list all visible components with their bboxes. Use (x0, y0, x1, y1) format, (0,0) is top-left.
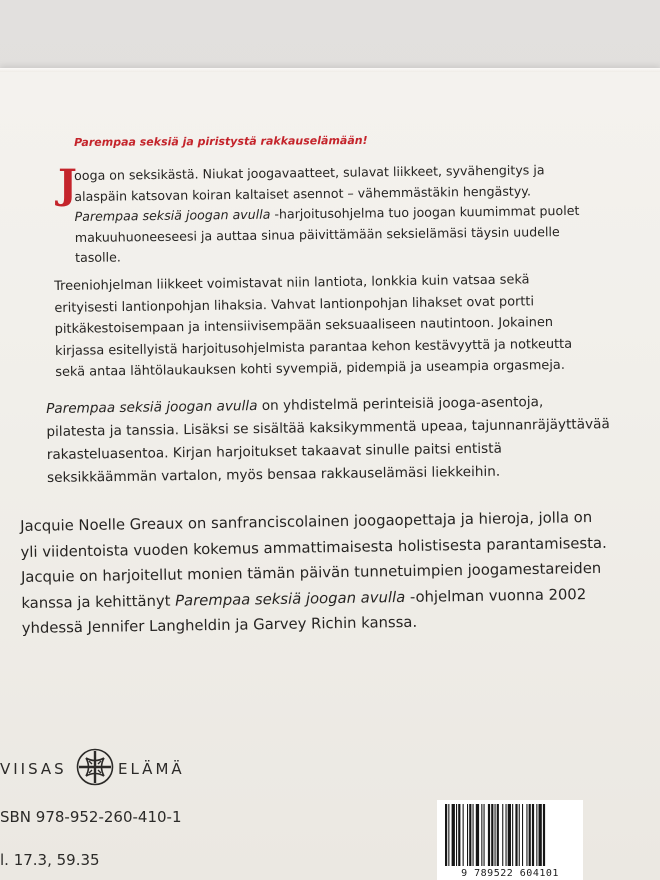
barcode-bar (539, 804, 542, 866)
barcode-bar (512, 804, 513, 866)
intro-line-4: makuuhuoneeseesi ja auttaa sinua päivittämään seksielämäsi täysin uudelle (74, 223, 560, 245)
publisher-name-right: ELÄMÄ (118, 760, 185, 778)
barcode-bar (476, 804, 479, 866)
barcode-bar (445, 804, 447, 866)
barcode-bar (473, 804, 474, 866)
barcode-bar (508, 804, 511, 866)
barcode-bar (506, 804, 507, 866)
barcode-bar (543, 804, 545, 866)
book-title-italic: Parempaa seksiä joogan avulla (74, 206, 271, 224)
training-paragraph (54, 269, 573, 384)
intro-line-5: tasolle. (75, 249, 121, 265)
barcode-bar (522, 804, 523, 866)
barcode-bar (495, 804, 496, 866)
barcode-bar (536, 804, 537, 866)
bio-line-5: yhdessä Jennifer Langheldin ja Garvey Richin kanssa. (21, 613, 418, 637)
book-title-italic: Parempaa seksiä joogan avulla (175, 588, 406, 610)
intro-paragraph (74, 160, 580, 269)
training-line-3: pitkäkestoisempaan ja intensiivisempään seksuaaliseen nautintoon. Jokainen (54, 315, 554, 337)
author-bio-paragraph (20, 505, 608, 642)
combination-line-3: rakasteluasentoa. Kirjan harjoitukset takaavat sinulle paitsi entistä (46, 440, 502, 463)
barcode-bar (467, 804, 468, 866)
barcode-label (437, 800, 583, 880)
intro-line-2: alaspäin katsovan koiran kaltaiset asennot – vähemmästäkin hengästyy. (74, 182, 532, 204)
barcode-bar (529, 804, 531, 866)
barcode-bar (484, 804, 485, 866)
barcode-bar (515, 804, 517, 866)
barcode-bar (481, 804, 482, 866)
library-classification: l. 17.3, 59.35 (0, 851, 100, 869)
bio-line-4: kanssa ja kehittänyt Parempaa seksiä joogan avulla -ohjelman vuonna 2002 (21, 585, 587, 612)
bio-line-1: Jacquie Noelle Greaux on sanfranciscolainen joogaopettaja ja hieroja, jolla on (20, 509, 593, 535)
drop-cap-letter: J (58, 161, 77, 208)
training-line-4: kirjassa esitellyistä harjoitusohjelmista parantaa kehon kestävyyttä ja notkeutta (54, 336, 573, 359)
intro-line-1: ooga on seksikästä. Niukat joogavaatteet, sulavat liikkeet, syvähengitys ja (74, 162, 545, 183)
barcode-bar (532, 804, 534, 866)
publisher-emblem-icon (76, 748, 114, 786)
tagline: Parempaa seksiä ja piristystä rakkauselämään! (74, 133, 368, 149)
barcode-bar (463, 804, 464, 866)
barcode-bars (445, 804, 575, 866)
barcode-bar (519, 804, 520, 866)
intro-line-3: Parempaa seksiä joogan avulla -harjoitusohjelma tuo joogan kuumimmat puolet (74, 202, 580, 224)
isbn-number: SBN 978-952-260-410-1 (0, 808, 182, 826)
training-line-2: erityisesti lantionpohjan lihaksia. Vahvat lantionpohjan lihakset ovat portti (54, 293, 535, 316)
barcode-bar (502, 804, 503, 866)
publisher-logo (0, 748, 200, 788)
barcode-bar (448, 804, 449, 866)
combination-line-1: Parempaa seksiä joogan avulla on yhdistelmä perinteisiä jooga-asentoja, (46, 394, 544, 417)
book-back-cover (0, 68, 660, 880)
publisher-name-left: VIISAS (0, 760, 67, 778)
book-title-italic: Parempaa seksiä joogan avulla (46, 398, 258, 417)
barcode-bar (488, 804, 490, 866)
barcode-bar (458, 804, 460, 866)
combination-line-2: pilatesta ja tanssia. Lisäksi se sisältää kaksikymmentä upeaa, tajunnanräjäyttävää (46, 416, 610, 440)
barcode-bar (456, 804, 457, 866)
bio-line-2: yli viidentoista vuoden kokemus ammattimaisesta holistisesta parantamisesta. (20, 534, 607, 561)
barcode-bar (491, 804, 493, 866)
barcode-digits: 9 789522 604101 (461, 868, 559, 879)
barcode-bar (452, 804, 455, 866)
training-line-1: Treeniohjelman liikkeet voimistavat niin lantiota, lonkkia kuin vatsaa sekä (54, 272, 530, 294)
barcode-bar (526, 804, 527, 866)
bio-line-3: Jacquie on harjoitellut monien tämän päivän tunnetuimpien joogamestareiden (20, 559, 602, 586)
combination-line-4: seksikkäämmän vartalon, myös bensaa rakkauselämäsi liekkeihin. (47, 463, 501, 486)
barcode-bar (469, 804, 471, 866)
training-line-5: sekä antaa lähtölaukauksen kohti syvempiä, pidempiä ja useampia orgasmeja. (55, 357, 565, 380)
combination-paragraph (46, 390, 611, 490)
barcode-bar (497, 804, 499, 866)
